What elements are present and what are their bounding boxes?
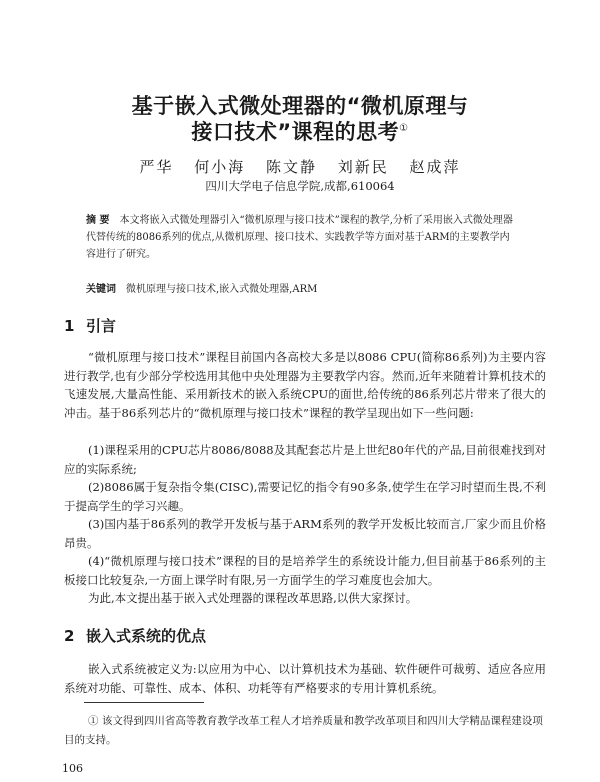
abstract-text: 本文将嵌入式微处理器引入“微机原理与接口技术”课程的教学,分析了采用嵌入式微处理器代替传统的8086系列的优点,从微机原理、接口技术、实践教学等方面对基于ARM的主要教学内容进行了研究。 (86, 215, 513, 260)
section-heading-embedded (64, 625, 206, 646)
issue-item-1: (1)课程采用的CPU芯片8086/8088及其配套芯片是上世纪80年代的产品,目前很难找到对应的实际系统; (64, 443, 546, 476)
paper-title-line-2-text: 接口技术”课程的思考 (191, 120, 400, 144)
section-number: 1 (64, 317, 75, 335)
section-title: 引言 (86, 317, 117, 335)
issue-item-2: (2)8086属于复杂指令集(CISC),需要记忆的指令有90多条,使学生在学习时望而生畏,不利于提高学生的学习兴趣。 (64, 480, 546, 513)
issue-item-3: (3)国内基于86系列的教学开发板与基于ARM系列的教学开发板比较而言,厂家少而且价格昂贵。 (64, 517, 546, 550)
keywords-text: 微机原理与接口技术,嵌入式微处理器,ARM (126, 284, 318, 295)
author-list: 严华 何小海 陈文静 刘新民 赵成萍 (139, 158, 461, 176)
footnote: ① 该文得到四川省高等教育教学改革工程人才培养质量和教学改革项目和四川大学精品课程建设项目的支持。 (64, 715, 543, 746)
section2-paragraph: 嵌入式系统被定义为:以应用为中心、以计算机技术为基础、软件硬件可裁剪、适应各应用系统对功能、可靠性、成本、体积、功耗等有严格要求的专用计算机系统。 (64, 662, 546, 695)
abstract-label: 摘 要 (86, 215, 110, 226)
title-footnote-mark: ① (399, 123, 409, 134)
section-heading-intro (64, 315, 116, 336)
section-number: 2 (64, 627, 75, 645)
paper-title-line-1: 基于嵌入式微处理器的“微机原理与 (131, 94, 469, 118)
intro-paragraph: “微机原理与接口技术”课程目前国内各高校大多是以8086 CPU(简称86系列)为主要内容进行教学,也有少部分学校选用其他中央处理器为主要教学内容。然而,近年来随着计算机技术的飞速发展,大量高性能、采用新技术的嵌入系统CPU的面世,给传统的86系列芯片带来了很大的冲击。基于86系列芯片的“微机原理与接口技术”课程的教学呈现出如下一些问题: (64, 350, 546, 420)
keywords-label: 关键词 (86, 284, 116, 295)
paper-title-line-2 (0, 116, 600, 146)
abstract (86, 212, 518, 263)
affiliation: 四川大学电子信息学院,成都,610064 (205, 179, 395, 193)
issue-item-4: (4)“微机原理与接口技术”课程的目的是培养学生的系统设计能力,但目前基于86系列的主板接口比较复杂,一方面上课学时有限,另一方面学生的学习难度也会加大。 (64, 554, 546, 587)
keywords (86, 280, 518, 295)
page-number: 106 (62, 762, 83, 775)
footnote-divider (84, 702, 204, 703)
intro-conclusion: 为此,本文提出基于嵌入式处理器的课程改革思路,以供大家探讨。 (88, 591, 418, 605)
section-title: 嵌入式系统的优点 (86, 627, 207, 645)
